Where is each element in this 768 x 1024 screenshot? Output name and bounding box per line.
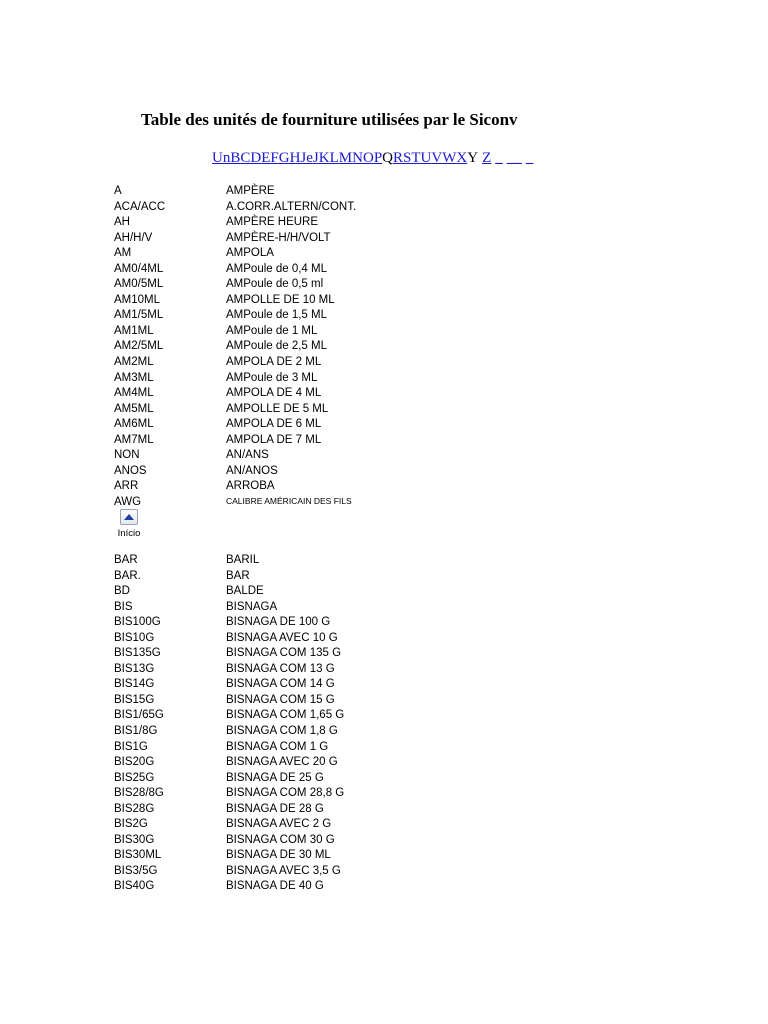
unit-description: AMPoule de 2,5 ML xyxy=(226,340,328,353)
unit-description: AMPOLLE DE 10 ML xyxy=(226,293,335,306)
unit-description: BISNAGA COM 135 G xyxy=(226,647,342,660)
nav-letter[interactable]: P xyxy=(373,150,383,166)
nav-letter[interactable]: S xyxy=(403,150,412,166)
back-to-top-link[interactable] xyxy=(115,509,143,539)
unit-code: AM xyxy=(114,247,132,260)
nav-letter[interactable]: Un xyxy=(212,150,231,166)
unit-code: ARR xyxy=(114,480,139,493)
nav-letter: Y xyxy=(467,150,479,166)
unit-code: BIS15G xyxy=(114,693,155,706)
unit-code: BAR. xyxy=(114,569,141,582)
nav-letter[interactable]: B xyxy=(230,150,241,166)
unit-code: BIS1/8G xyxy=(114,725,158,738)
nav-letter[interactable]: R xyxy=(393,150,404,166)
unit-description: AMPoule de 1,5 ML xyxy=(226,309,328,322)
unit-description: BISNAGA COM 28,8 G xyxy=(226,787,345,800)
unit-code: BIS10G xyxy=(114,631,155,644)
unit-code: BIS13G xyxy=(114,662,155,675)
nav-letter[interactable]: K xyxy=(318,150,330,166)
unit-code: BIS3/5G xyxy=(114,864,158,877)
nav-letter[interactable]: V xyxy=(431,150,443,166)
unit-description: BISNAGA xyxy=(226,600,278,613)
unit-description: AMPÈRE-H/H/VOLT xyxy=(226,231,331,244)
unit-code: BIS40G xyxy=(114,880,155,893)
nav-letter[interactable]: X xyxy=(456,150,468,166)
unit-code: AM2ML xyxy=(114,356,154,369)
unit-description: BISNAGA DE 30 ML xyxy=(226,849,331,862)
unit-description: BISNAGA DE 25 G xyxy=(226,771,324,784)
nav-letter[interactable]: _ xyxy=(525,150,534,166)
nav-letter[interactable]: J xyxy=(312,150,319,166)
nav-letter[interactable]: Je xyxy=(300,150,313,166)
nav-letter[interactable]: O xyxy=(362,150,374,166)
unit-description: BISNAGA COM 1 G xyxy=(226,740,329,753)
unit-description: BISNAGA AVEC 3,5 G xyxy=(226,864,341,877)
up-arrow-icon[interactable] xyxy=(120,509,138,525)
unit-code: NON xyxy=(114,449,140,462)
unit-code: BIS100G xyxy=(114,616,161,629)
unit-code: BD xyxy=(114,585,130,598)
unit-code: BIS135G xyxy=(114,647,161,660)
unit-description: BISNAGA AVEC 20 G xyxy=(226,756,338,769)
nav-letter[interactable]: G xyxy=(278,150,290,166)
unit-description: BISNAGA DE 100 G xyxy=(226,616,331,629)
nav-letter[interactable]: E xyxy=(261,150,271,166)
nav-letter[interactable]: F xyxy=(270,150,279,166)
unit-code: BIS1/65G xyxy=(114,709,164,722)
unit-description: ARROBA xyxy=(226,480,275,493)
unit-code: BIS14G xyxy=(114,678,155,691)
unit-code: BIS30G xyxy=(114,833,155,846)
unit-description: AMPOLA DE 6 ML xyxy=(226,418,322,431)
unit-description: BISNAGA AVEC 2 G xyxy=(226,818,332,831)
unit-description: AMPÈRE HEURE xyxy=(226,216,319,229)
nav-letter[interactable]: M xyxy=(338,150,353,166)
nav-letter[interactable]: __ xyxy=(506,150,522,166)
unit-description: A.CORR.ALTERN/CONT. xyxy=(226,200,357,213)
unit-description: AMPOLA DE 2 ML xyxy=(226,356,322,369)
unit-code: BIS28/8G xyxy=(114,787,164,800)
unit-description: AMPOLLE DE 5 ML xyxy=(226,402,329,415)
unit-description: AMPOLA DE 7 ML xyxy=(226,433,322,446)
unit-code: BAR xyxy=(114,554,138,566)
nav-letter[interactable]: _ xyxy=(495,150,503,166)
unit-code: BIS30ML xyxy=(114,849,162,862)
unit-code: BIS xyxy=(114,600,133,613)
alphabet-navigation xyxy=(212,148,533,168)
unit-description: AMPoule de 3 ML xyxy=(226,371,318,384)
unit-code: AM5ML xyxy=(114,402,154,415)
unit-description: AMPoule de 0,4 ML xyxy=(226,262,328,275)
unit-description: BISNAGA AVEC 10 G xyxy=(226,631,338,644)
unit-code: AM6ML xyxy=(114,418,154,431)
unit-description: BISNAGA DE 28 G xyxy=(226,802,324,815)
nav-letter[interactable]: Z xyxy=(482,150,492,166)
nav-letter[interactable]: N xyxy=(352,150,363,166)
unit-code: AM0/4ML xyxy=(114,262,164,275)
unit-code: BIS28G xyxy=(114,802,155,815)
unit-description: BARIL xyxy=(226,554,260,566)
nav-letter[interactable]: T xyxy=(411,150,421,166)
unit-description: CALIBRE AMÉRICAIN DES FILS xyxy=(226,495,352,506)
unit-description: AMPOLA DE 4 ML xyxy=(226,387,322,400)
unit-description: AMPoule de 0,5 ml xyxy=(226,278,324,291)
unit-description: AMPoule de 1 ML xyxy=(226,324,318,337)
unit-code: AM1/5ML xyxy=(114,309,164,322)
nav-letter[interactable]: C xyxy=(240,150,251,166)
unit-description: AMPÈRE xyxy=(226,185,275,197)
unit-code: AM0/5ML xyxy=(114,278,164,291)
unit-code: BIS20G xyxy=(114,756,155,769)
nav-letter[interactable]: H xyxy=(289,150,301,166)
unit-description: BISNAGA COM 13 G xyxy=(226,662,335,675)
unit-description: AN/ANOS xyxy=(226,464,278,477)
unit-code: AM2/5ML xyxy=(114,340,164,353)
unit-code: AM10ML xyxy=(114,293,161,306)
unit-description: BISNAGA COM 1,65 G xyxy=(226,709,345,722)
unit-code: BIS25G xyxy=(114,771,155,784)
unit-code: A xyxy=(114,185,122,197)
unit-description: BISNAGA COM 14 G xyxy=(226,678,335,691)
unit-code: BIS2G xyxy=(114,818,148,831)
unit-code: ACA/ACC xyxy=(114,200,166,213)
nav-letter[interactable]: U xyxy=(420,150,432,166)
unit-code: AM4ML xyxy=(114,387,154,400)
unit-code: BIS1G xyxy=(114,740,148,753)
unit-code: AH/H/V xyxy=(114,231,153,244)
unit-description: AN/ANS xyxy=(226,449,269,462)
unit-code: ANOS xyxy=(114,464,147,477)
unit-description: BAR xyxy=(226,569,250,582)
unit-code: AM3ML xyxy=(114,371,154,384)
unit-description: BISNAGA COM 1,8 G xyxy=(226,725,338,738)
unit-code: AM1ML xyxy=(114,324,154,337)
nav-letter[interactable]: D xyxy=(250,150,262,166)
page-title: Table des unités de fourniture utilisées par le Siconv xyxy=(141,110,518,129)
nav-letter[interactable]: W xyxy=(442,150,457,166)
unit-description: BISNAGA DE 40 G xyxy=(226,880,324,893)
back-to-top-label: Início xyxy=(117,528,141,539)
nav-letter: Q xyxy=(382,150,393,166)
unit-description: BISNAGA COM 15 G xyxy=(226,693,335,706)
unit-code: AM7ML xyxy=(114,433,154,446)
unit-description: BISNAGA COM 30 G xyxy=(226,833,335,846)
nav-letter[interactable]: L xyxy=(329,150,339,166)
unit-code: AH xyxy=(114,216,130,229)
unit-description: BALDE xyxy=(226,585,264,598)
unit-description: AMPOLA xyxy=(226,247,274,260)
unit-code: AWG xyxy=(114,495,142,508)
